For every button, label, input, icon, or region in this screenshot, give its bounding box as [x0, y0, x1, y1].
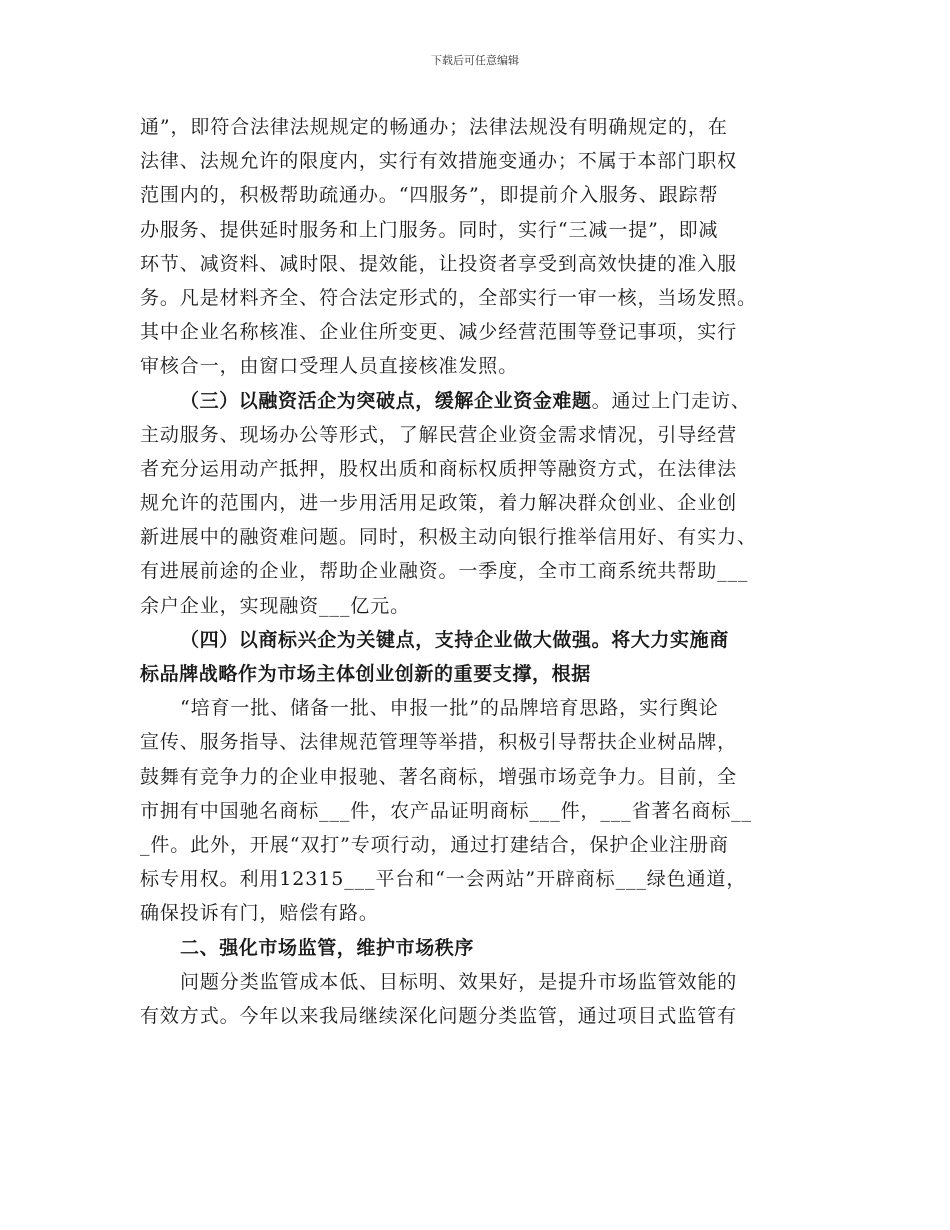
paragraph-line: 者充分运用动产抵押，股权出质和商标权质押等融资方式，在法律法 — [140, 457, 738, 480]
paragraph-line: 问题分类监管成本低、目标明、效果好，是提升市场监管效能的 — [180, 970, 738, 993]
section-three-heading-line — [140, 384, 828, 418]
paragraph-line: 宣传、服务指导、法律规范管理等举措，积极引导帮扶企业树品牌， — [140, 731, 738, 754]
paragraph-line: 新进展中的融资难问题。同时，积极主动向银行推举信用好、有实力、 — [140, 526, 757, 549]
paragraph-line: 鼓舞有竞争力的企业申报驰、著名商标，增强市场竞争力。目前，全 — [140, 765, 738, 788]
document-body — [140, 110, 828, 1033]
paragraph-line: 主动服务、现场办公等形式，了解民营企业资金需求情况，引导经营 — [140, 423, 738, 446]
paragraph-line: “培育一批、储备一批、申报一批”的品牌培育思路，实行舆论 — [180, 697, 719, 720]
paragraph-line: 市拥有中国驰名商标___件，农产品证明商标___件，___省著名商标__ — [140, 799, 752, 822]
paragraph-text: 。通过上门走访、 — [591, 389, 751, 412]
paragraph-line: 有效方式。今年以来我局继续深化问题分类监管，通过项目式监管有 — [140, 1004, 738, 1027]
paragraph-line: 余户企业，实现融资___亿元。 — [140, 594, 411, 617]
section-three-heading: （三）以融资活企为突破点，缓解企业资金难题 — [180, 389, 592, 412]
paragraph-line: 规允许的范围内，进一步用活用足政策，着力解决群众创业、企业创 — [140, 492, 738, 515]
paragraph-line: 法律、法规允许的限度内，实行有效措施变通办；不属于本部门职权 — [140, 150, 738, 173]
paragraph-line: 环节、减资料、减时限、提效能，让投资者享受到高效快捷的准入服 — [140, 252, 738, 275]
paragraph-line: 通”，即符合法律法规规定的畅通办；法律法规没有明确规定的，在 — [140, 116, 728, 138]
paragraph-line: 范围内的，积极帮助疏通办。“四服务”，即提前介入服务、跟踪帮 — [140, 184, 719, 207]
section-two-heading: 二、强化市场监管，维护市场秩序 — [180, 936, 475, 959]
paragraph-line: 标专用权。利用12315___平台和“一会两站”开辟商标___绿色通道， — [140, 868, 747, 891]
paragraph-line: 务。凡是材料齐全、符合法定形式的，全部实行一审一核，当场发照。 — [140, 286, 757, 309]
paragraph-line: 有进展前途的企业，帮助企业融资。一季度，全市工商系统共帮助___ — [140, 560, 749, 583]
paragraph-line: 办服务、提供延时服务和上门服务。同时，实行“三减一提”，即减 — [140, 218, 719, 241]
section-four-heading-cont: 标品牌战略作为市场主体创业创新的重要支撑，根据 — [140, 663, 591, 685]
paragraph-line: 确保投诉有门，赔偿有路。 — [140, 902, 379, 925]
paragraph-line: 审核合一，由窗口受理人员直接核准发照。 — [140, 355, 519, 378]
section-four-heading: （四）以商标兴企为关键点，支持企业做大做强。将大力实施商 — [180, 628, 729, 651]
paragraph-line: _件。此外，开展“双打”专项行动，通过打建结合，保护企业注册商 — [140, 833, 729, 856]
paragraph-line: 其中企业名称核准、企业住所变更、减少经营范围等登记事项，实行 — [140, 321, 738, 344]
page-header: 下载后可任意编辑 — [431, 54, 519, 67]
